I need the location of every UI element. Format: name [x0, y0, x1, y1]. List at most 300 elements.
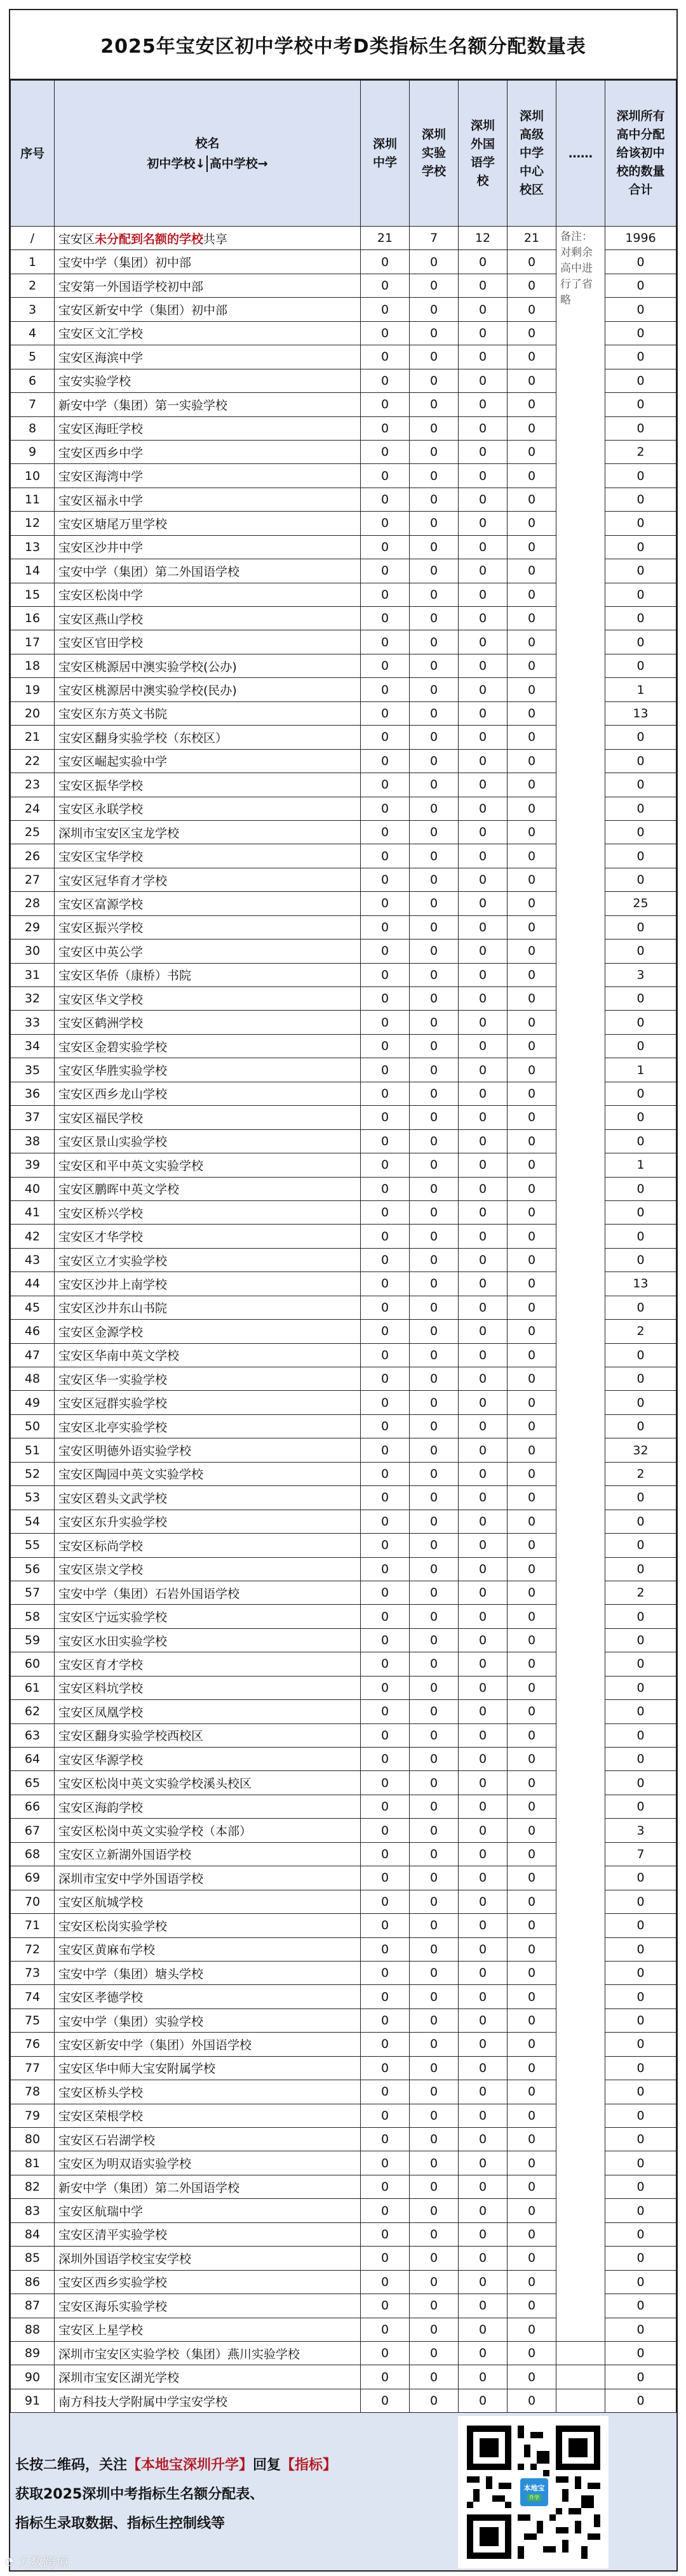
row-value: 0: [508, 2222, 556, 2246]
row-total: 2: [605, 1320, 676, 1343]
row-value: 0: [459, 2318, 508, 2341]
row-no: 62: [11, 1700, 55, 1723]
row-total: 0: [605, 1748, 676, 1771]
row-value: 0: [508, 1486, 556, 1510]
row-school-name: 宝安区松岗中英文实验学校溪头校区: [55, 1771, 361, 1795]
row-total: 0: [605, 1225, 676, 1248]
row-school-name: 宝安区标尚学校: [55, 1534, 361, 1557]
row-value: 0: [361, 1819, 410, 1842]
row-value: 0: [361, 1391, 410, 1414]
row-no: 8: [11, 416, 55, 440]
row-value: 0: [361, 345, 410, 369]
row-value: 0: [508, 583, 556, 606]
row-no: 26: [11, 844, 55, 868]
row-value: 21: [361, 227, 410, 250]
row-school-name: 宝安区育才学校: [55, 1652, 361, 1676]
row-total: 0: [605, 1391, 676, 1414]
row-value: 0: [361, 1676, 410, 1699]
table-row: [11, 2365, 676, 2389]
row-value: 0: [361, 1320, 410, 1343]
watermark-logo-icon: ◔: [5, 2555, 14, 2567]
row-school-name: 宝安实验学校: [55, 369, 361, 392]
row-school-name: 宝安区碧头文武学校: [55, 1486, 361, 1510]
row-school-name: 宝安区和平中英文实验学校: [55, 1153, 361, 1177]
row-value: 0: [410, 1272, 459, 1296]
row-total: 0: [605, 274, 676, 297]
row-value: 0: [361, 1700, 410, 1723]
footer-text: [15, 2451, 337, 2539]
row-no: 69: [11, 1866, 55, 1890]
row-value: 0: [361, 630, 410, 654]
table-row: [11, 2341, 676, 2365]
row-value: 0: [508, 393, 556, 416]
row-value: 0: [459, 630, 508, 654]
row-value: 0: [361, 2008, 410, 2032]
row-value: 0: [410, 2294, 459, 2318]
row-value: 0: [508, 1795, 556, 1818]
row-value: 0: [459, 1842, 508, 1866]
row-value: 0: [508, 2151, 556, 2175]
row-school-name: 宝安区塘尾万里学校: [55, 512, 361, 535]
row-total: 1: [605, 1153, 676, 1177]
row-total: 0: [605, 298, 676, 321]
row-value: 0: [459, 1200, 508, 1224]
row-school-name: 宝安区立新湖外国语学校: [55, 1842, 361, 1866]
row-value: 0: [410, 2365, 459, 2389]
row-no: 46: [11, 1320, 55, 1343]
row-total: 0: [605, 2033, 676, 2056]
row-no: 15: [11, 583, 55, 606]
row-value: 0: [508, 1985, 556, 2008]
row-value: 0: [508, 416, 556, 440]
row-value: 0: [459, 512, 508, 535]
row-value: 0: [410, 2175, 459, 2198]
row-no: 80: [11, 2128, 55, 2151]
row-school-name: 南方科技大学附属中学宝安学校: [55, 2389, 361, 2412]
row-school-name: 宝安区鹏晖中英文学校: [55, 1177, 361, 1200]
row-value: 0: [508, 2128, 556, 2151]
row-no: 27: [11, 868, 55, 891]
row-no: 32: [11, 987, 55, 1011]
row-no: 19: [11, 678, 55, 701]
row-value: 0: [459, 987, 508, 1011]
row-no: 89: [11, 2341, 55, 2365]
note-cell: 备注：对剩余高中进行了省略: [556, 227, 605, 2342]
row-school-name: 宝安区未分配到名额的学校共享: [55, 227, 361, 250]
row-value: 0: [410, 1985, 459, 2008]
row-value: 0: [410, 1106, 459, 1129]
row-total: 0: [605, 1486, 676, 1510]
row-value: 0: [508, 535, 556, 559]
row-value: 0: [361, 512, 410, 535]
row-total: 0: [605, 2104, 676, 2127]
row-value: 0: [459, 1320, 508, 1343]
row-total: 0: [605, 250, 676, 274]
row-value: 0: [508, 1510, 556, 1533]
row-value: 0: [361, 1557, 410, 1581]
row-value: 0: [361, 2222, 410, 2246]
row-school-name: 宝安区文汇学校: [55, 321, 361, 345]
row-value: 0: [410, 1320, 459, 1343]
header-col-more: ……: [556, 81, 605, 227]
row-school-name: 宝安区海韵学校: [55, 1795, 361, 1818]
row-value: 0: [459, 1129, 508, 1153]
row-no: 41: [11, 1200, 55, 1224]
row-value: 0: [508, 1343, 556, 1367]
row-value: 0: [508, 1367, 556, 1391]
row-value: 0: [410, 2104, 459, 2127]
row-value: 0: [361, 321, 410, 345]
row-value: 0: [508, 1320, 556, 1343]
row-value: 0: [459, 1628, 508, 1652]
row-value: 0: [459, 2294, 508, 2318]
row-value: 0: [459, 1296, 508, 1319]
row-total: 0: [605, 2247, 676, 2270]
row-school-name: 宝安区鹤洲学校: [55, 1011, 361, 1034]
row-total: 32: [605, 1438, 676, 1462]
row-total: 0: [605, 2222, 676, 2246]
row-no: 10: [11, 464, 55, 488]
row-value: 0: [508, 440, 556, 463]
row-value: 0: [361, 1748, 410, 1771]
row-school-name: 宝安区航瑞中学: [55, 2199, 361, 2222]
row-value: 0: [508, 250, 556, 274]
row-value: 0: [459, 820, 508, 844]
row-value: 0: [410, 2222, 459, 2246]
row-total: 0: [605, 1676, 676, 1699]
row-total: 0: [605, 868, 676, 891]
row-value: 0: [459, 1414, 508, 1438]
row-value: 0: [410, 630, 459, 654]
row-note-empty: [556, 2341, 605, 2365]
row-total: 0: [605, 1628, 676, 1652]
row-value: 0: [459, 1248, 508, 1271]
row-value: 0: [459, 1795, 508, 1818]
row-value: 0: [459, 1153, 508, 1177]
row-total: 0: [605, 416, 676, 440]
reply-keyword: 【指标】: [281, 2457, 337, 2474]
row-value: 0: [361, 749, 410, 773]
row-no: 78: [11, 2080, 55, 2104]
row-value: 0: [508, 2294, 556, 2318]
row-total: 2: [605, 1581, 676, 1604]
row-total: 3: [605, 1819, 676, 1842]
row-value: 0: [410, 915, 459, 939]
row-total: 25: [605, 892, 676, 915]
row-value: 0: [361, 583, 410, 606]
row-value: 0: [459, 1462, 508, 1485]
row-no: 45: [11, 1296, 55, 1319]
row-no: 9: [11, 440, 55, 463]
row-value: 0: [410, 298, 459, 321]
row-value: 0: [508, 678, 556, 701]
row-value: 0: [361, 416, 410, 440]
row-value: 0: [508, 749, 556, 773]
row-value: 0: [410, 1034, 459, 1058]
row-school-name: 宝安区崛起实验中学: [55, 749, 361, 773]
row-total: 0: [605, 1985, 676, 2008]
row-value: 0: [410, 1937, 459, 1961]
row-school-name: 宝安区桃源居中澳实验学校(民办): [55, 678, 361, 701]
row-total: 0: [605, 2318, 676, 2341]
header-col-total: 深圳所有高中分配给该初中校的数量合计: [605, 81, 676, 227]
row-no: 21: [11, 726, 55, 749]
row-total: 0: [605, 369, 676, 392]
header-col-szgj: 深圳高级中学中心校区: [508, 81, 556, 227]
row-value: 0: [459, 1605, 508, 1628]
qr-code[interactable]: [458, 2416, 609, 2568]
row-value: 0: [459, 915, 508, 939]
row-value: 0: [459, 321, 508, 345]
row-value: 0: [410, 1795, 459, 1818]
row-school-name: 宝安区振华学校: [55, 773, 361, 797]
row-total: 0: [605, 1771, 676, 1795]
row-value: 0: [361, 1034, 410, 1058]
row-value: 0: [361, 726, 410, 749]
row-no: 17: [11, 630, 55, 654]
row-total: 0: [605, 797, 676, 820]
row-school-name: 宝安区新安中学（集团）外国语学校: [55, 2033, 361, 2056]
row-value: 0: [459, 1652, 508, 1676]
row-value: 0: [361, 1795, 410, 1818]
row-no: 33: [11, 1011, 55, 1034]
row-no: 42: [11, 1225, 55, 1248]
row-value: 0: [361, 1343, 410, 1367]
row-value: 0: [508, 1676, 556, 1699]
row-value: 0: [361, 250, 410, 274]
row-value: 0: [361, 559, 410, 583]
row-value: 0: [508, 1914, 556, 1937]
row-school-name: 宝安区荣根学校: [55, 2104, 361, 2127]
row-no: 57: [11, 1581, 55, 1604]
row-value: 0: [410, 2247, 459, 2270]
row-value: 0: [508, 1700, 556, 1723]
row-total: 0: [605, 1914, 676, 1937]
row-value: 0: [361, 2270, 410, 2294]
row-value: 0: [410, 1748, 459, 1771]
row-value: 0: [361, 2294, 410, 2318]
row-value: 0: [459, 654, 508, 677]
row-value: 0: [361, 844, 410, 868]
row-value: 0: [459, 559, 508, 583]
row-value: 0: [459, 678, 508, 701]
row-value: 0: [410, 2080, 459, 2104]
row-school-name: 宝安区东方英文书院: [55, 701, 361, 725]
row-total: 0: [605, 1937, 676, 1961]
row-total: 0: [605, 1700, 676, 1723]
row-value: 0: [459, 1700, 508, 1723]
source-watermark: ◔ 大数跨境: [5, 2554, 69, 2570]
row-no: 76: [11, 2033, 55, 2056]
row-no: 88: [11, 2318, 55, 2341]
row-value: 0: [508, 1866, 556, 1890]
row-no: 31: [11, 963, 55, 986]
row-school-name: 深圳市宝安区湖光学校: [55, 2365, 361, 2389]
row-no: 79: [11, 2104, 55, 2127]
row-value: 0: [361, 464, 410, 488]
row-total: 0: [605, 2008, 676, 2032]
row-value: 0: [410, 1296, 459, 1319]
table-row: [11, 2389, 676, 2412]
row-school-name: 宝安区宝华学校: [55, 844, 361, 868]
row-value: 0: [459, 773, 508, 797]
row-school-name: 宝安区沙井东山书院: [55, 1296, 361, 1319]
row-value: 0: [361, 1985, 410, 2008]
row-no: 73: [11, 1961, 55, 1984]
row-value: 0: [508, 963, 556, 986]
table-header-row: [11, 81, 676, 227]
row-value: 0: [508, 559, 556, 583]
row-total: 2: [605, 1462, 676, 1485]
row-value: 0: [508, 2104, 556, 2127]
row-value: 0: [508, 345, 556, 369]
row-value: 0: [361, 868, 410, 891]
row-total: 0: [605, 321, 676, 345]
row-no: 75: [11, 2008, 55, 2032]
row-total: 0: [605, 1605, 676, 1628]
row-school-name: 宝安区清平实验学校: [55, 2222, 361, 2246]
row-total: 0: [605, 607, 676, 630]
row-school-name: 深圳市宝安中学外国语学校: [55, 1866, 361, 1890]
row-value: 0: [508, 773, 556, 797]
row-value: 0: [410, 1819, 459, 1842]
row-value: 0: [459, 298, 508, 321]
row-school-name: 宝安区松岗实验学校: [55, 1914, 361, 1937]
row-value: 0: [508, 2270, 556, 2294]
row-no: 44: [11, 1272, 55, 1296]
row-value: 0: [459, 2056, 508, 2080]
row-school-name: 宝安区松岗中学: [55, 583, 361, 606]
row-total: 0: [605, 1510, 676, 1533]
page-title: 2025年宝安区初中学校中考D类指标生名额分配数量表: [100, 36, 586, 58]
row-school-name: 宝安区海滨中学: [55, 345, 361, 369]
row-no: 7: [11, 393, 55, 416]
row-school-name: 宝安区华南中英文学校: [55, 1343, 361, 1367]
row-value: 0: [508, 915, 556, 939]
row-no: 18: [11, 654, 55, 677]
row-school-name: 宝安区金碧实验学校: [55, 1034, 361, 1058]
row-no: 70: [11, 1890, 55, 1913]
table-body: [11, 227, 676, 2413]
row-value: 0: [361, 678, 410, 701]
row-school-name: 宝安中学（集团）实验学校: [55, 2008, 361, 2032]
row-value: 0: [508, 1771, 556, 1795]
row-value: 0: [361, 1414, 410, 1438]
row-value: 0: [508, 2080, 556, 2104]
row-value: 0: [361, 2104, 410, 2127]
row-value: 0: [361, 701, 410, 725]
row-value: 0: [410, 559, 459, 583]
row-total: 0: [605, 1011, 676, 1034]
row-value: 0: [410, 2008, 459, 2032]
row-total: 3: [605, 963, 676, 986]
row-school-name: 宝安区黄麻布学校: [55, 1937, 361, 1961]
row-value: 0: [508, 1129, 556, 1153]
row-school-name: 宝安区宁远实验学校: [55, 1605, 361, 1628]
row-value: 0: [508, 1177, 556, 1200]
row-value: 0: [508, 1748, 556, 1771]
row-no: 71: [11, 1914, 55, 1937]
row-value: 0: [459, 2080, 508, 2104]
row-value: 0: [410, 440, 459, 463]
row-value: 0: [361, 1248, 410, 1271]
row-value: 7: [410, 227, 459, 250]
row-value: 0: [508, 369, 556, 392]
row-value: 0: [459, 726, 508, 749]
row-value: 0: [410, 583, 459, 606]
row-value: 21: [508, 227, 556, 250]
row-school-name: 宝安区才华学校: [55, 1225, 361, 1248]
row-value: 0: [410, 1890, 459, 1913]
row-value: 0: [459, 535, 508, 559]
row-value: 0: [459, 701, 508, 725]
row-value: 0: [361, 2365, 410, 2389]
row-school-name: 宝安区立才实验学校: [55, 1248, 361, 1271]
row-value: 0: [410, 1534, 459, 1557]
row-no: 16: [11, 607, 55, 630]
row-value: 0: [508, 2318, 556, 2341]
row-value: 0: [459, 488, 508, 511]
row-value: 0: [361, 1914, 410, 1937]
row-value: 0: [410, 1842, 459, 1866]
row-total: 0: [605, 1296, 676, 1319]
row-value: 0: [361, 1225, 410, 1248]
row-value: 0: [459, 607, 508, 630]
row-value: 0: [459, 1225, 508, 1248]
row-no: 48: [11, 1367, 55, 1391]
row-school-name: 宝安区孝德学校: [55, 1985, 361, 2008]
row-school-name: 宝安中学（集团）石岩外国语学校: [55, 1581, 361, 1604]
account-name: 【本地宝深圳升学】: [127, 2457, 253, 2474]
row-total: 1: [605, 1058, 676, 1082]
row-no: 56: [11, 1557, 55, 1581]
row-school-name: 宝安区振兴学校: [55, 915, 361, 939]
row-value: 0: [361, 1961, 410, 1984]
row-value: 0: [361, 963, 410, 986]
row-total: 0: [605, 2389, 676, 2412]
row-value: 0: [508, 1225, 556, 1248]
row-total: 0: [605, 1534, 676, 1557]
row-value: 0: [459, 1272, 508, 1296]
row-value: 0: [410, 1391, 459, 1414]
row-value: 0: [508, 1462, 556, 1485]
row-value: 0: [410, 535, 459, 559]
row-no: 58: [11, 1605, 55, 1628]
row-value: 0: [508, 1605, 556, 1628]
row-value: 0: [508, 2389, 556, 2412]
row-total: 0: [605, 1177, 676, 1200]
row-value: 0: [508, 1652, 556, 1676]
row-value: 0: [410, 1200, 459, 1224]
row-value: 0: [361, 1771, 410, 1795]
row-school-name: 宝安区凤凰学校: [55, 1700, 361, 1723]
header-name-sub: [55, 154, 360, 174]
row-no: 29: [11, 915, 55, 939]
row-value: 0: [459, 963, 508, 986]
row-value: 0: [508, 1557, 556, 1581]
row-value: 0: [410, 1914, 459, 1937]
row-total: 0: [605, 1557, 676, 1581]
row-value: 0: [508, 1937, 556, 1961]
row-total: 0: [605, 535, 676, 559]
row-no: 24: [11, 797, 55, 820]
row-school-name: 深圳外国语学校宝安学校: [55, 2247, 361, 2270]
row-value: 0: [508, 1296, 556, 1319]
row-value: 0: [459, 1438, 508, 1462]
row-value: 0: [508, 298, 556, 321]
row-school-name: 宝安区海湾中学: [55, 464, 361, 488]
row-value: 0: [410, 1153, 459, 1177]
